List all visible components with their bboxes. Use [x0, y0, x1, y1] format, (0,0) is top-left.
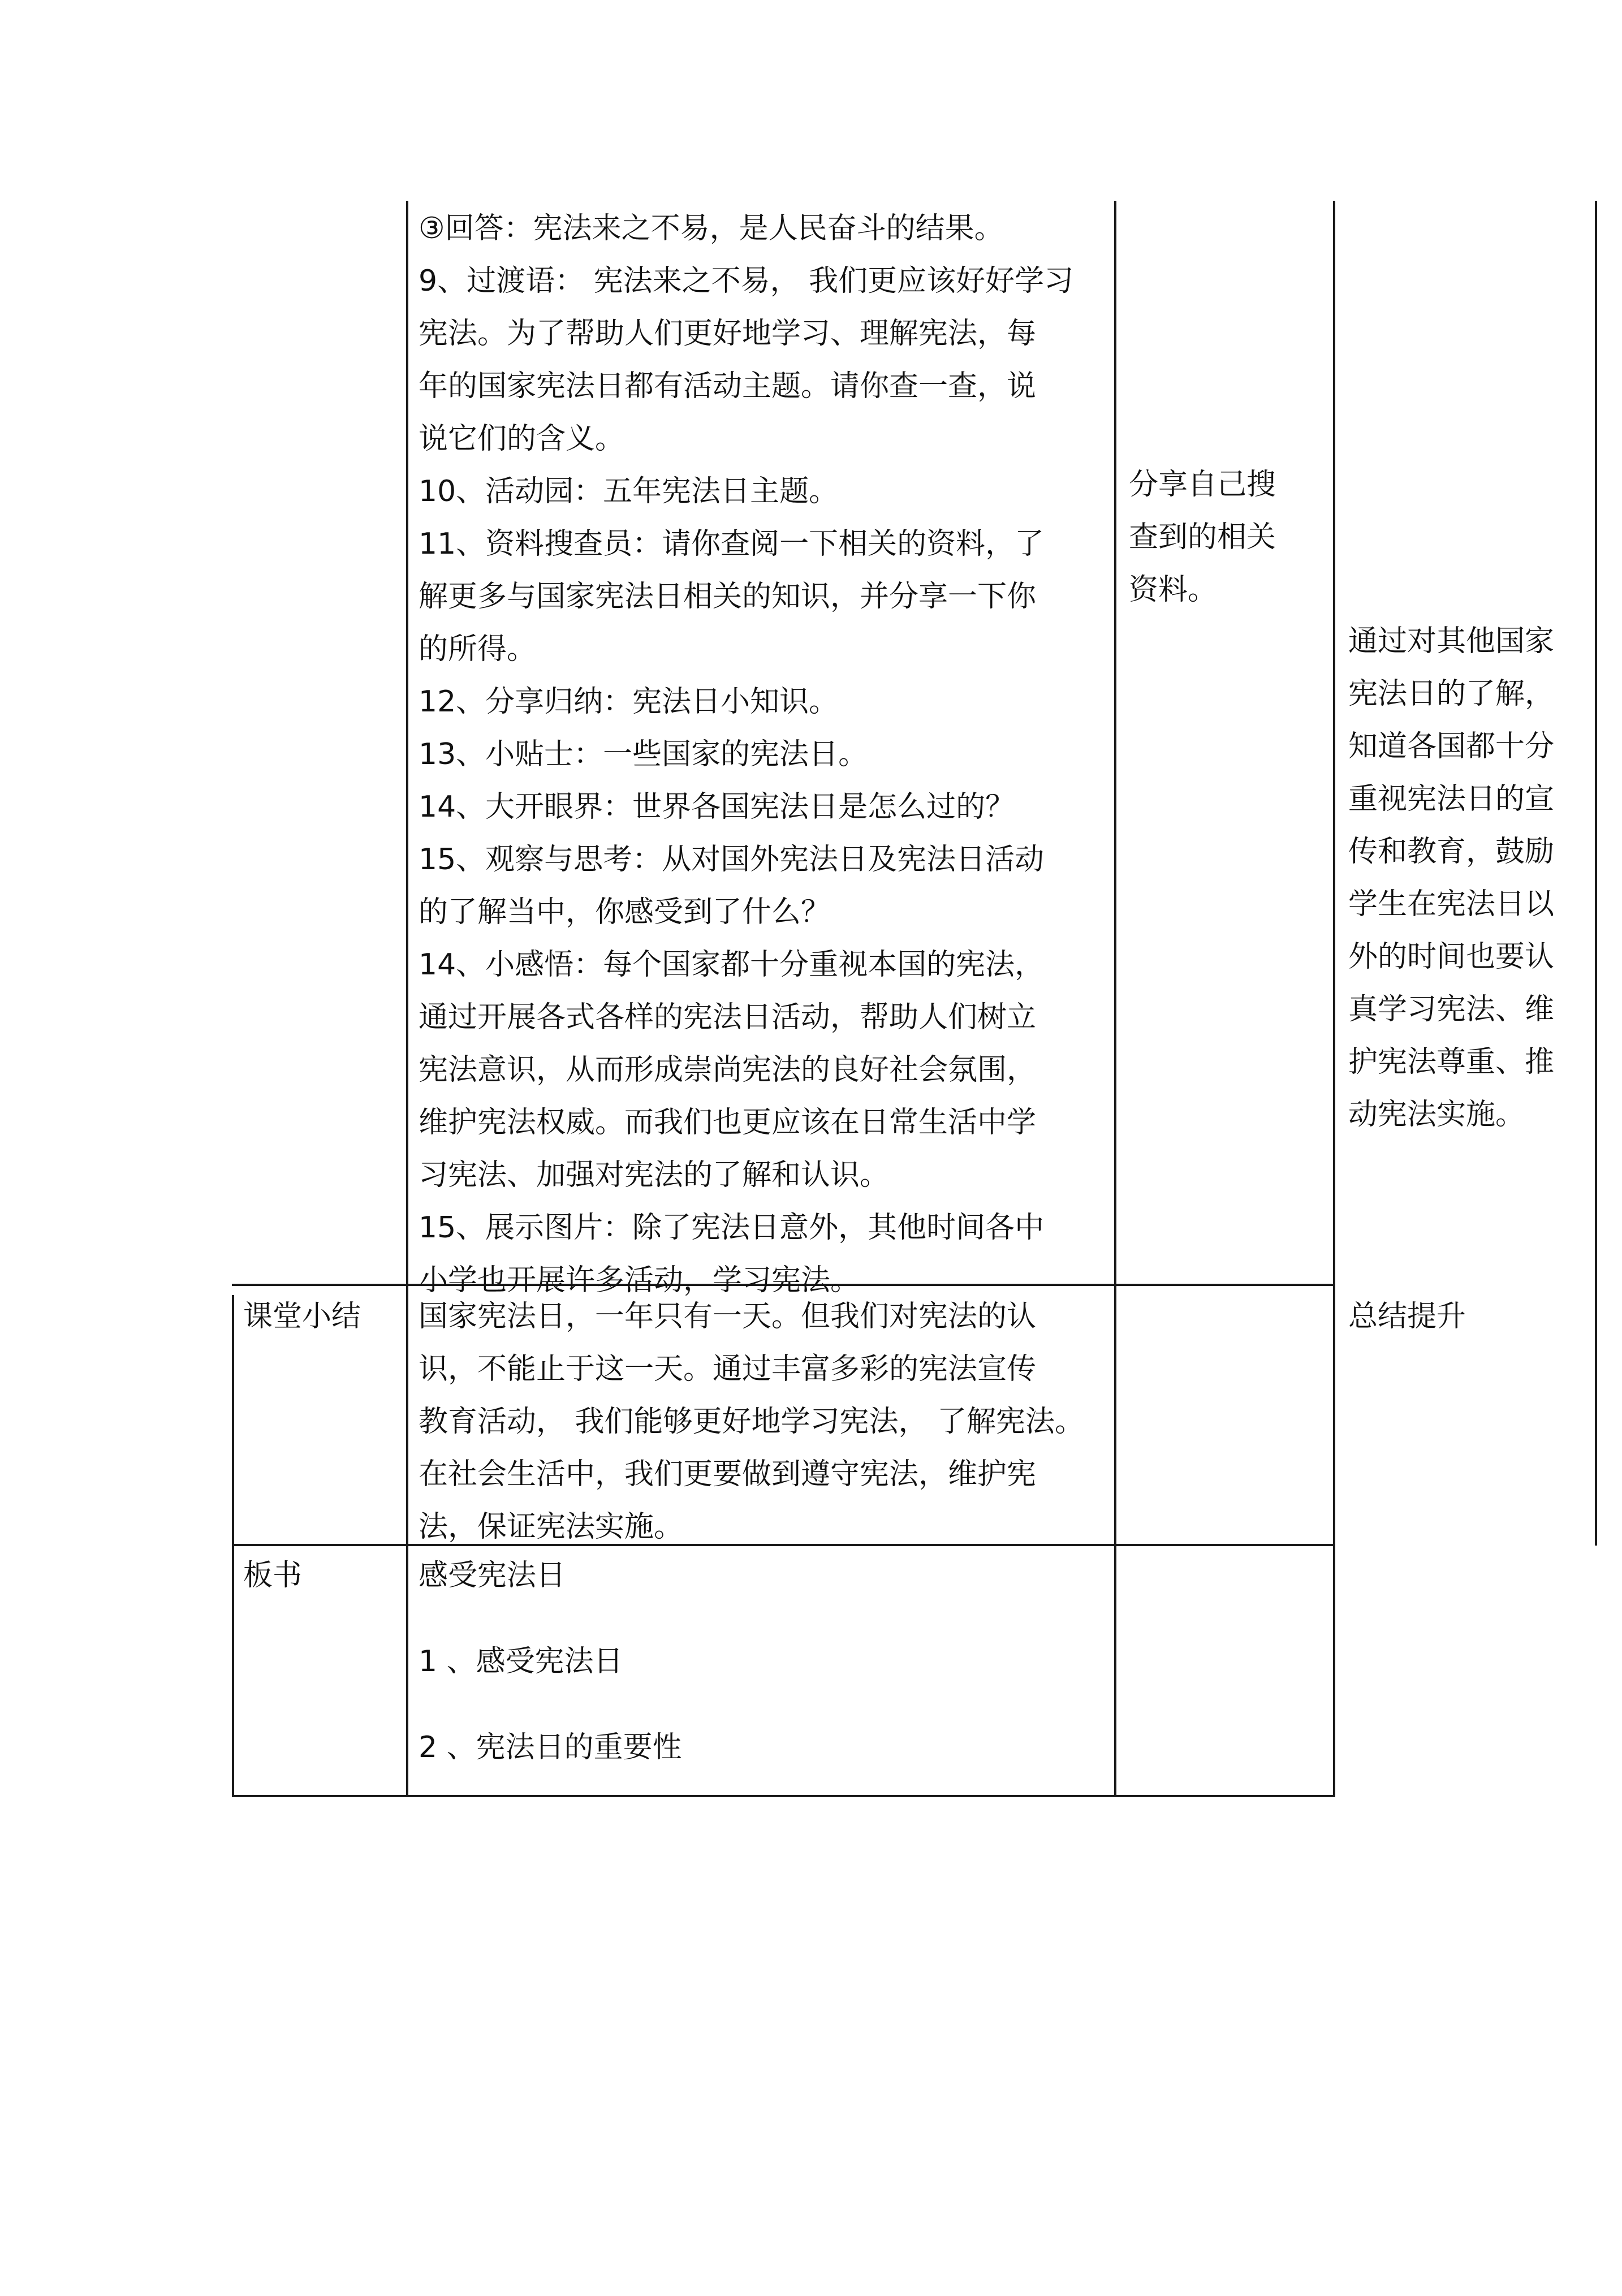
process-line: 12、分享归纳：宪法日小知识。	[419, 685, 839, 719]
table-border-left	[232, 1295, 234, 1797]
board-title: 感受宪法日	[419, 1559, 566, 1592]
summary-line: 法，保证宪法实施。	[419, 1510, 684, 1544]
process-line: 14、小感悟：每个国家都十分重视本国的宪法，	[419, 948, 1045, 982]
summary-intent: 总结提升	[1348, 1300, 1466, 1333]
process-line: 年的国家宪法日都有活动主题。请你查一查，说	[419, 369, 1037, 403]
process-line: 习宪法、加强对宪法的了解和认识。	[419, 1158, 890, 1192]
design-intent-line: 学生在宪法日以	[1348, 887, 1555, 921]
summary-line: 国家宪法日，一年只有一天。但我们对宪法的认	[419, 1300, 1037, 1333]
design-intent-line: 通过对其他国家	[1348, 624, 1555, 658]
process-line: 14、大开眼界：世界各国宪法日是怎么过的？	[419, 790, 1015, 824]
summary-line: 识，不能止于这一天。通过丰富多彩的宪法宣传	[419, 1352, 1037, 1386]
summary-intent-cell	[1348, 1291, 1466, 1343]
process-line: ③回答：宪法来之不易，是人民奋斗的结果。	[419, 212, 1004, 245]
summary-content-cell	[419, 1291, 1084, 1553]
table-border-bottom	[232, 1795, 1335, 1797]
process-line: 解更多与国家宪法日相关的知识，并分享一下你	[419, 580, 1037, 614]
board-label: 板书	[243, 1559, 303, 1592]
design-intent-line: 动宪法实施。	[1348, 1098, 1525, 1132]
board-content-cell	[419, 1561, 682, 1762]
process-line: 11、资料搜查员：请你查阅一下相关的资料，了	[419, 527, 1045, 561]
design-intent-line: 真学习宪法、维	[1348, 992, 1555, 1026]
design-intent-line: 知道各国都十分	[1348, 730, 1555, 763]
process-line: 的所得。	[419, 632, 537, 666]
design-intent-line: 宪法日的了解，	[1348, 677, 1555, 711]
design-intent-line: 重视宪法日的宣	[1348, 782, 1555, 816]
process-content-cell	[419, 202, 1073, 1307]
design-intent-cell	[1348, 615, 1554, 1141]
design-intent-line: 外的时间也要认	[1348, 940, 1555, 974]
summary-label: 课堂小结	[243, 1300, 361, 1333]
process-line: 小学也开展许多活动，学习宪法。	[419, 1263, 860, 1297]
process-line: 通过开展各式各样的宪法日活动，帮助人们树立	[419, 1000, 1037, 1034]
table-border-right-partial	[1595, 201, 1597, 1546]
process-line: 13、小贴士：一些国家的宪法日。	[419, 737, 868, 771]
process-line: 10、活动园：五年宪法日主题。	[419, 474, 839, 508]
table-col-divider-1	[406, 201, 408, 1797]
student-activity-line: 查到的相关	[1129, 520, 1276, 554]
process-line: 宪法意识，从而形成崇尚宪法的良好社会氛围，	[419, 1053, 1037, 1087]
process-line: 的了解当中，你感受到了什么？	[419, 895, 831, 929]
table-col-divider-3	[1333, 201, 1335, 1797]
board-item: 1 、感受宪法日	[419, 1645, 623, 1678]
design-intent-line: 传和教育，鼓励	[1348, 835, 1555, 869]
student-activity-line: 资料。	[1129, 573, 1218, 607]
process-line: 宪法。为了帮助人们更好地学习、理解宪法，每	[419, 317, 1037, 351]
summary-line: 教育活动， 我们能够更好地学习宪法， 了解宪法。	[419, 1405, 1085, 1439]
design-intent-line: 护宪法尊重、推	[1348, 1045, 1555, 1079]
summary-label-cell	[243, 1291, 361, 1343]
process-line: 9、过渡语： 宪法来之不易， 我们更应该好好学习	[419, 264, 1074, 298]
process-line: 15、观察与思考：从对国外宪法日及宪法日活动	[419, 843, 1045, 877]
student-activity-line: 分享自己搜	[1129, 468, 1276, 502]
board-label-cell	[243, 1561, 302, 1590]
board-item: 2 、宪法日的重要性	[419, 1730, 682, 1764]
student-activity-cell	[1129, 459, 1276, 616]
process-line: 说它们的含义。	[419, 422, 625, 456]
process-line: 15、展示图片：除了宪法日意外，其他时间各中	[419, 1211, 1045, 1245]
table-col-divider-2	[1114, 201, 1116, 1797]
summary-line: 在社会生活中，我们更要做到遵守宪法，维护宪	[419, 1457, 1037, 1491]
process-line: 维护宪法权威。而我们也更应该在日常生活中学	[419, 1106, 1037, 1140]
